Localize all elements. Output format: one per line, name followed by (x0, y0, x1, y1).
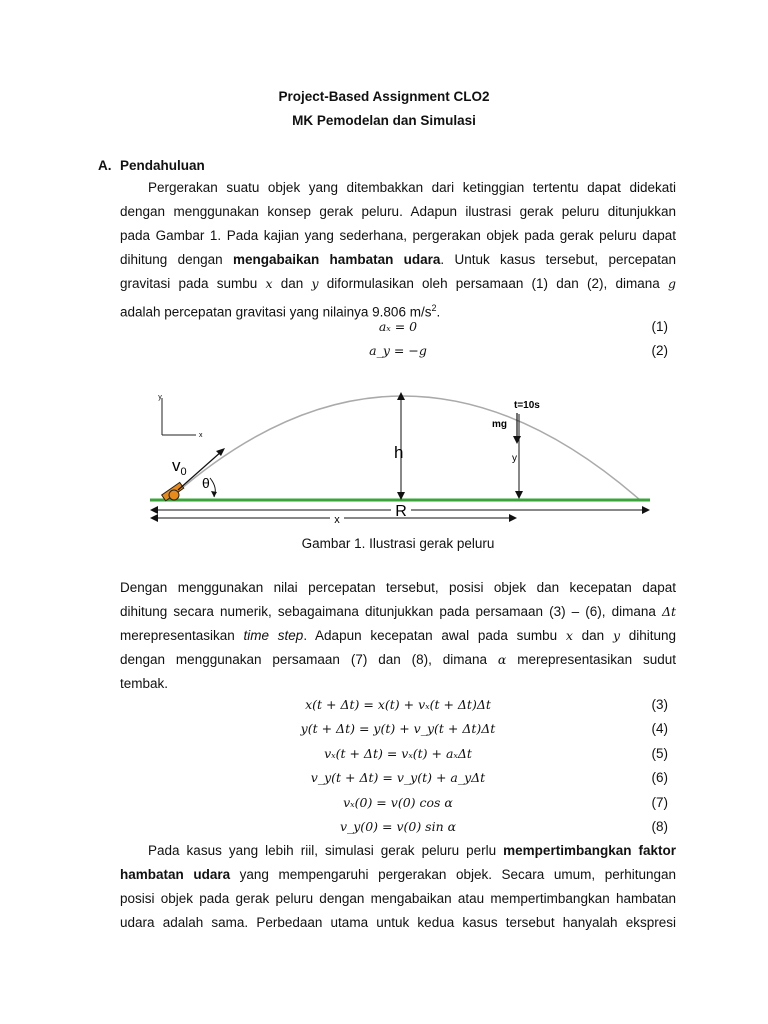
section-title: Pendahuluan (120, 158, 205, 173)
math-symbol: y (311, 276, 319, 291)
x-label: x (334, 514, 340, 526)
math-symbol: g (667, 276, 676, 291)
para-text: merepresentasikan sudut (506, 652, 676, 667)
equation-expression: a_y = −g (369, 343, 427, 358)
para-text: diformulasikan oleh persamaan (1) dan (2), dimana (318, 276, 668, 291)
para-text: . (436, 304, 441, 320)
range-arrowhead-right (642, 506, 650, 514)
x-arrowhead-right (509, 514, 517, 522)
time-label: t=10s (514, 400, 540, 411)
axis-y-label: y (158, 394, 162, 401)
angle-arrowhead (211, 491, 217, 497)
equation-number: (6) (651, 770, 668, 785)
equation-number: (8) (651, 819, 668, 834)
para-line: tembak. (120, 676, 169, 691)
math-symbol: Δt (661, 604, 676, 619)
para-line: udara adalah sama. Perbedaan utama untuk kedua kasus tersebut hanyalah ekspresi (120, 915, 676, 930)
equation-expression: y(t + Δt) = y(t) + v_y(t + Δt)Δt (300, 721, 496, 736)
equation (120, 721, 676, 741)
section-number: A. (98, 158, 112, 173)
theta-label: θ (202, 475, 210, 491)
equation-expression: v_y(0) = v(0) sin α (339, 819, 457, 834)
cannon-icon (162, 482, 184, 500)
equation-number: (1) (651, 319, 668, 334)
para-text: dan (572, 628, 613, 643)
equation-expression: vₓ(t + Δt) = vₓ(t) + aₓΔt (324, 746, 472, 761)
para-line: pada Gambar 1. Pada kajian yang sederhana, pergerakan objek pada gerak peluru dapat (120, 228, 676, 243)
para-line: posisi objek pada gerak peluru dengan mengabaikan atau mempertimbangkan hambatan (120, 891, 676, 906)
equation-number: (2) (651, 343, 668, 358)
equation (120, 697, 676, 717)
para-line: Dengan menggunakan nilai percepatan tersebut, posisi objek dan kecepatan dapat (120, 580, 676, 595)
equation-number: (5) (651, 746, 668, 761)
trajectory-curve (175, 396, 640, 500)
numerical-paragraph (120, 576, 676, 696)
math-symbol: α (497, 652, 507, 667)
axis-x-label: x (199, 432, 203, 439)
math-symbol: x (265, 276, 273, 291)
math-symbol: y (612, 628, 620, 643)
equation-expression: v_y(t + Δt) = v_y(t) + a_yΔt (310, 770, 486, 785)
equation-expression: aₓ = 0 (378, 319, 418, 334)
y-arrowhead (515, 491, 523, 499)
bold-text: hambatan udara (120, 867, 231, 882)
equation-expression: x(t + Δt) = x(t) + vₓ(t + Δt)Δt (305, 697, 491, 712)
para-text: Pada kasus yang lebih riil, simulasi gerak peluru perlu (148, 843, 504, 858)
v0-label: $v_0$ (172, 456, 187, 478)
math-symbol: x (565, 628, 573, 643)
para-line: dengan menggunakan konsep gerak peluru. Adapun ilustrasi gerak peluru ditunjukkan (120, 204, 676, 219)
equation (120, 770, 676, 790)
italic-text: time step (243, 628, 304, 643)
para-text: dihitung (620, 628, 677, 643)
x-arrowhead-left (150, 514, 158, 522)
mg-label: mg (492, 419, 507, 430)
para-text: merepresentasikan (120, 628, 244, 643)
equation (120, 795, 676, 815)
range-arrowhead-left (150, 506, 158, 514)
gravity-arrowhead (513, 436, 521, 444)
bold-text: mempertimbangkan faktor (503, 843, 676, 858)
h-label: h (394, 443, 404, 462)
para-line: Pergerakan suatu objek yang ditembakkan dari ketinggian tertentu dapat didekati (148, 180, 676, 195)
document-title: Project-Based Assignment CLO2 (278, 89, 490, 104)
r-label: R (395, 503, 407, 520)
para-text: adalah percepatan gravitasi yang nilainya 9.806 m/s (120, 304, 432, 320)
bold-text: mengabaikan hambatan udara (232, 252, 441, 267)
para-text: . Adapun kecepatan awal pada sumbu (303, 628, 566, 643)
para-text: dihitung secara numerik, sebagaimana ditunjukkan pada persamaan (3) – (6), dimana (120, 604, 662, 619)
y-label: y (512, 453, 517, 464)
equation-number: (7) (651, 795, 668, 810)
para-text: dihitung dengan (120, 252, 233, 267)
air-resistance-paragraph (120, 839, 676, 935)
para-text: yang mempengaruhi pergerakan objek. Secara umum, perhitungan (230, 867, 676, 882)
equation-expression: vₓ(0) = v(0) cos α (343, 795, 453, 810)
document-subtitle: MK Pemodelan dan Simulasi (292, 113, 476, 128)
para-text: . Untuk kasus tersebut, percepatan (440, 252, 677, 267)
equation-number: (4) (651, 721, 668, 736)
para-text: dan (272, 276, 312, 291)
para-text: gravitasi pada sumbu (120, 276, 266, 291)
figure-caption: Gambar 1. Ilustrasi gerak peluru (301, 536, 495, 551)
para-text: dengan menggunakan persamaan (7) dan (8), dimana (120, 652, 498, 667)
equation (120, 819, 676, 839)
equation (120, 746, 676, 766)
equation-number: (3) (651, 697, 668, 712)
superscript: 2 (431, 303, 437, 313)
